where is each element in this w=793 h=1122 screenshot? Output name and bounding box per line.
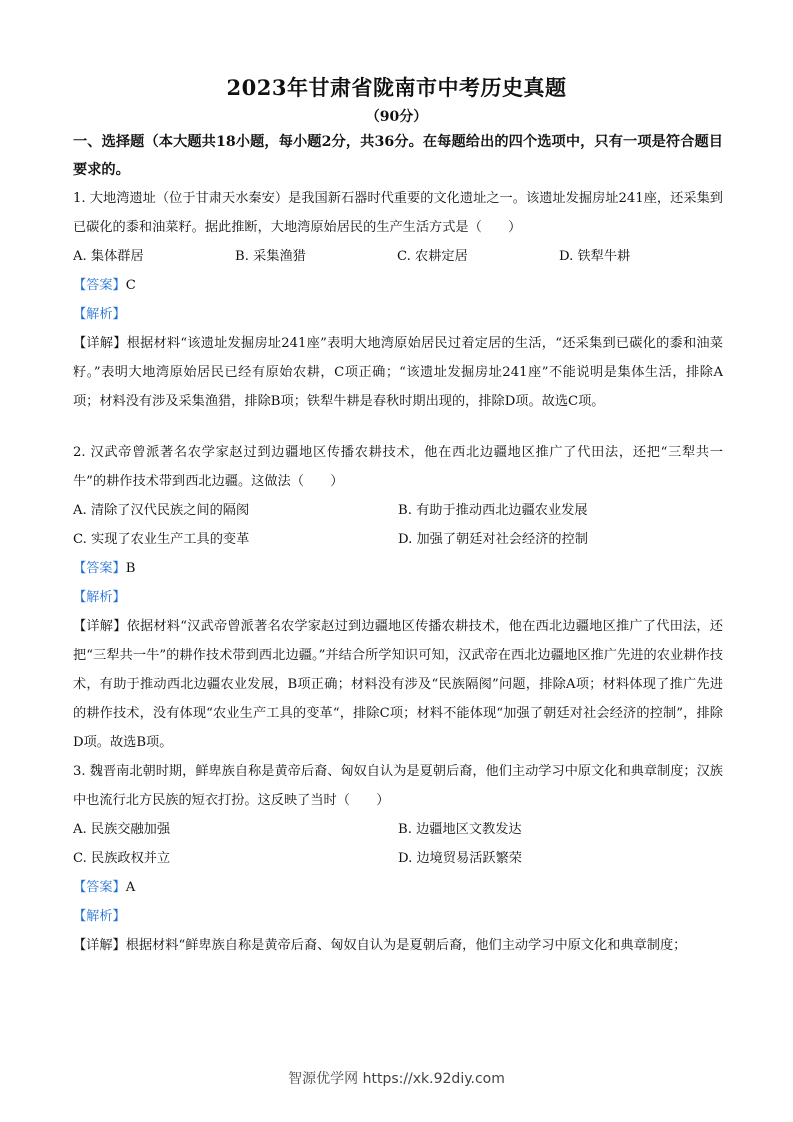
spacer <box>73 416 723 438</box>
question-2 <box>73 438 723 757</box>
option-a: A. 集体群居 <box>73 249 144 264</box>
detail-paragraph <box>73 931 723 960</box>
detail-tag: 【详解】 <box>73 938 126 953</box>
question-stem: 2. 汉武帝曾派著名农学家赵过到边疆地区传播农耕技术，他在西北边疆地区推广了代田法，还把“三犁共一牛”的耕作技术带到西北边疆。这做法（ ） <box>73 445 723 489</box>
detail-paragraph <box>73 612 723 757</box>
answer-line <box>73 271 723 300</box>
question-1 <box>73 184 723 416</box>
detail-text: 依据材料“汉武帝曾派著名农学家赵过到边疆地区传播农耕技术，他在西北边疆地区推广了代田法，还把“三犁共一牛”的耕作技术带到西北边疆。”并结合所学知识可知，汉武帝在西北边疆地区推广先进的农业耕作技术，有助于推动西北边疆农业发展，B项正确；材料没有涉及“民族隔阂”问题，排除A项；材料体现了推广先进的耕作技术，没有体现“农业生产工具的变革“，排除C项；材料不能体现“加强了朝廷对社会经济的控制”，排除D项。故选B项。 <box>73 619 723 750</box>
answer-tag: 【答案】 <box>73 278 126 293</box>
option-c: C. 实现了农业生产工具的变革 <box>73 532 250 547</box>
question-stem: 3. 魏晋南北朝时期，鲜卑族自称是黄帝后裔、匈奴自认为是夏朝后裔，他们主动学习中原文化和典章制度；汉族中也流行北方民族的短衣打扮。这反映了当时（ ） <box>73 764 723 808</box>
option-b: B. 采集渔猎 <box>235 249 306 264</box>
answer-value: B <box>125 561 136 576</box>
option-list <box>73 496 723 554</box>
option-a: A. 清除了汉代民族之间的隔阂 <box>73 503 250 518</box>
document-body <box>73 128 723 960</box>
option-list <box>73 815 723 873</box>
answer-value: C <box>125 278 136 293</box>
option-list <box>73 242 723 271</box>
analysis-tag: 【解析】 <box>73 909 126 924</box>
answer-tag: 【答案】 <box>73 880 126 895</box>
question-stem: 1. 大地湾遗址（位于甘肃天水秦安）是我国新石器时代重要的文化遗址之一。该遗址发掘房址241座，还采集到已碳化的黍和油菜籽。据此推断，大地湾原始居民的生产生活方式是（ ） <box>73 191 723 235</box>
detail-text: 根据材料“鲜卑族自称是黄帝后裔、匈奴自认为是夏朝后裔，他们主动学习中原文化和典章制度； <box>125 938 687 953</box>
option-d: D. 加强了朝廷对社会经济的控制 <box>398 532 588 547</box>
option-c: C. 农耕定居 <box>397 249 468 264</box>
option-c: C. 民族政权并立 <box>73 851 171 866</box>
section-heading: 一、选择题（本大题共18小题，每小题2分，共36分。在每题给出的四个选项中，只有一项是符合题目要求的。 <box>73 134 723 178</box>
question-3 <box>73 757 723 960</box>
analysis-tag: 【解析】 <box>73 307 126 322</box>
detail-tag: 【详解】 <box>73 619 127 634</box>
analysis-line <box>73 583 723 612</box>
option-d: D. 铁犁牛耕 <box>559 249 631 264</box>
option-b: B. 边疆地区文教发达 <box>398 822 522 837</box>
page-title: 2023年甘肃省陇南市中考历史真题 <box>226 75 567 100</box>
answer-value: A <box>125 880 136 895</box>
detail-tag: 【详解】 <box>73 336 127 351</box>
analysis-line <box>73 902 723 931</box>
option-a: A. 民族交融加强 <box>73 822 171 837</box>
analysis-line <box>73 300 723 329</box>
option-b: B. 有助于推动西北边疆农业发展 <box>398 503 588 518</box>
analysis-tag: 【解析】 <box>73 590 126 605</box>
answer-line <box>73 554 723 583</box>
detail-paragraph <box>73 329 723 416</box>
option-d: D. 边境贸易活跃繁荣 <box>398 851 522 866</box>
detail-text: 根据材料“该遗址发掘房址241座”表明大地湾原始居民过着定居的生活，“还采集到已碳化的黍和油菜籽。”表明大地湾原始居民已经有原始农耕，C项正确；“该遗址发掘房址241座”不能说明是集体生活，排除A项；材料没有涉及采集渔猎，排除B项；铁犁牛耕是春秋时期出现的，排除D项。故选C项。 <box>73 336 723 409</box>
answer-line <box>73 873 723 902</box>
page-subtitle: （90分） <box>365 109 428 125</box>
answer-tag: 【答案】 <box>73 561 126 576</box>
footer-watermark: 智源优学网 https://xk.92diy.com <box>288 1071 505 1087</box>
